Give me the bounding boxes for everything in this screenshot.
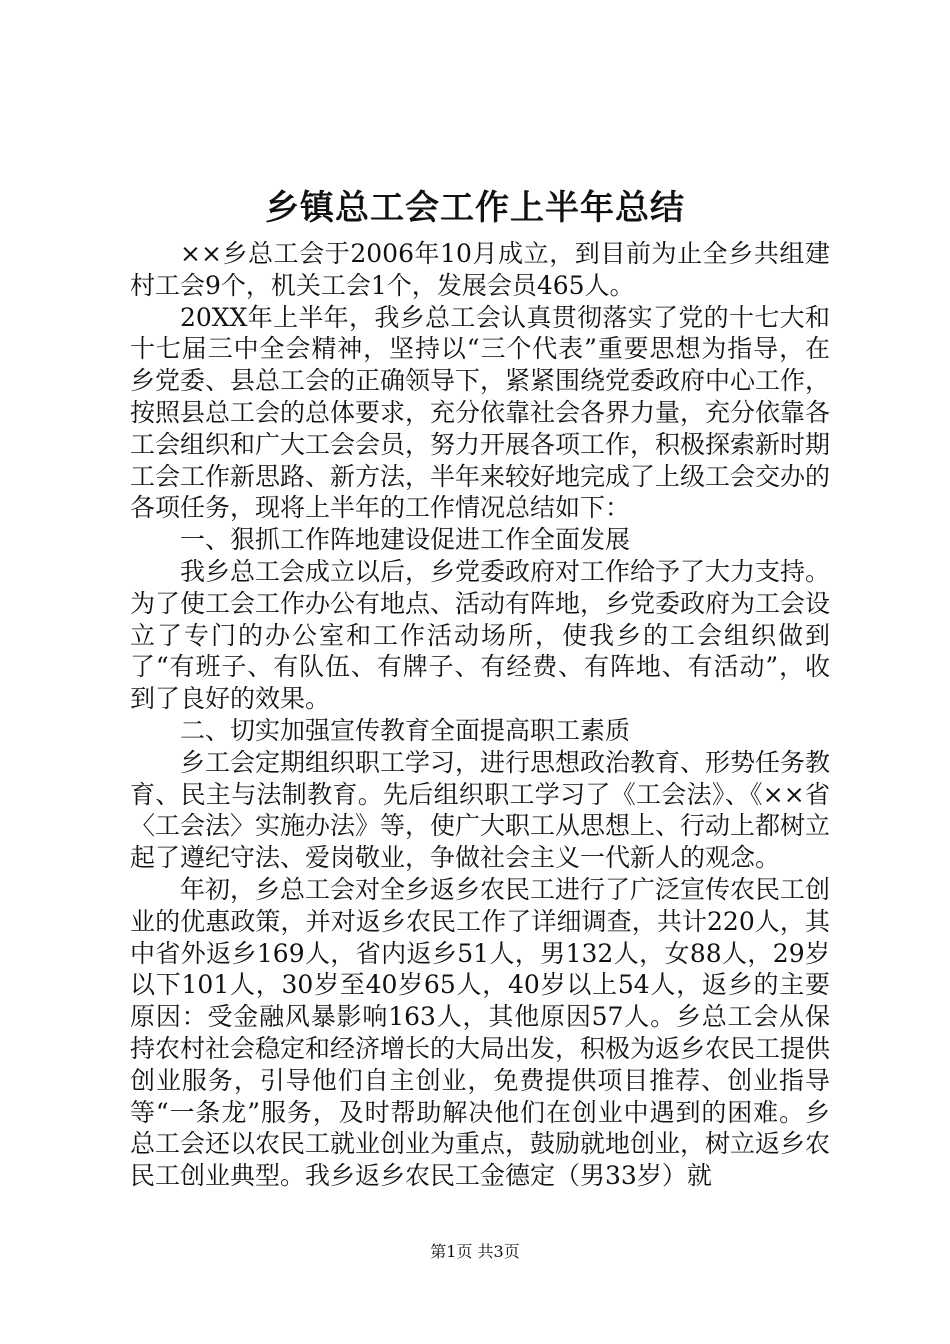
paragraph: 我乡总工会成立以后，乡党委政府对工作给予了大力支持。为了使工会工作办公有地点、活动有阵地，乡党委政府为工会设立了专门的办公室和工作活动场所，使我乡的工会组织做到了“有班子、有队伍、有牌子、有经费、有阵地、有活动”，收到了良好的效果。 [130,556,831,714]
section-heading: 二、切实加强宣传教育全面提高职工素质 [180,715,631,745]
paragraph: 20XX年上半年，我乡总工会认真贯彻落实了党的十七大和十七届三中全会精神，坚持以“三个代表”重要思想为指导，在乡党委、县总工会的正确领导下，紧紧围绕党委政府中心工作，按照县总工会的总体要求，充分依靠社会各界力量，充分依靠各工会组织和广大工会会员，努力开展各项工作，积极探索新时期工会工作新思路、新方法，半年来较好地完成了上级工会交办的各项任务，现将上半年的工作情况总结如下： [130,302,831,523]
document-body [130,238,830,1192]
document-title: 乡镇总工会工作上半年总结 [265,188,685,228]
paragraph: 年初，乡总工会对全乡返乡农民工进行了广泛宣传农民工创业的优惠政策，并对返乡农民工作了详细调查，共计220人，其中省外返乡169人，省内返乡51人，男132人，女88人，29岁以下101人，30岁至40岁65人，40岁以上54人，返乡的主要原因：受金融风暴影响163人，其他原因57人。乡总工会从保持农村社会稳定和经济增长的大局出发，积极为返乡农民工提供创业服务，引导他们自主创业，免费提供项目推荐、创业指导等“一条龙”服务，及时帮助解决他们在创业中遇到的困难。乡总工会还以农民工就业创业为重点，鼓励就地创业，树立返乡农民工创业典型。我乡返乡农民工金德定（男33岁）就 [130,874,831,1191]
page-footer: 第1页 共3页 [430,1242,520,1261]
section-heading: 一、狠抓工作阵地建设促进工作全面发展 [180,525,631,555]
paragraph: 乡工会定期组织职工学习，进行思想政治教育、形势任务教育、民主与法制教育。先后组织职工学习了《工会法》、《××省〈工会法〉实施办法》等，使广大职工从思想上、行动上都树立起了遵纪守法、爱岗敬业，争做社会主义一代新人的观念。 [130,747,831,873]
paragraph: ××乡总工会于2006年10月成立，到目前为止全乡共组建村工会9个，机关工会1个，发展会员465人。 [130,239,830,300]
